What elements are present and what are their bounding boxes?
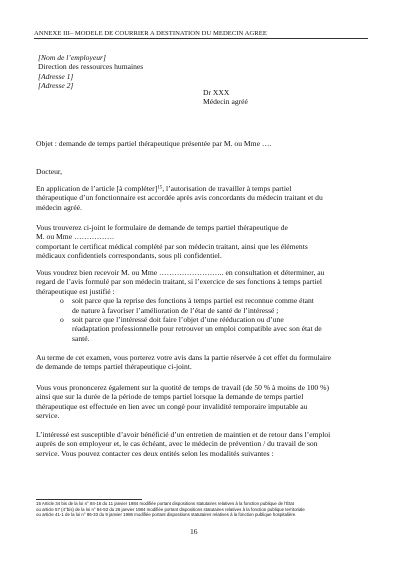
list-item: o soit parce que la reprise des fonctions à temps partiel est reconnue comme étant de nature à favoriser l’amélioration de l’état de santé de l’intéressé ; — [60, 296, 314, 315]
paragraph-work-time — [36, 383, 364, 421]
paragraph-line: thérapeutique est effectuée en lien avec un congé pour invalidité temporaire imputable au — [36, 401, 308, 411]
page-header: ANNEXE III– MODELE DE COURRIER A DESTINATION DU MEDECIN AGREE — [34, 30, 368, 39]
paragraph-line: L’intéressé est susceptible d’avoir bénéficié d’un entretien de maintien et de retour dans l’emploi — [36, 430, 331, 439]
paragraph-line: thérapeutique d’un fonctionnaire est accordée après avis concordants du médecin traitant et du — [36, 193, 323, 203]
footnote — [36, 501, 366, 518]
employer-name: [Nom de l’employeur] — [38, 53, 106, 62]
paragraph-opinion — [36, 353, 364, 372]
page-number: 16 — [190, 527, 198, 536]
paragraph-line: service. Vous pouvez contacter ces deux entités selon les modalités suivantes : — [36, 448, 274, 458]
paragraph-line: M. ou Mme ……………. — [36, 232, 114, 242]
bullet-marker: o — [60, 315, 64, 325]
footnote-separator — [36, 499, 142, 500]
bullet-marker: o — [60, 296, 64, 306]
subject-line: Objet : demande de temps partiel thérapeutique présentée par M. ou Mme …. — [36, 139, 272, 148]
paragraph-line: ainsi que sur la durée de la période de temps partiel lorsque la demande de temps partiel — [36, 392, 304, 402]
recipient-block — [203, 88, 248, 107]
paragraph-line: Vous trouverez ci-joint le formulaire de demande de temps partiel thérapeutique de — [36, 223, 288, 232]
address-line-1: [Adresse 1] — [38, 71, 74, 81]
paragraph-line: Au terme de cet examen, vous porterez votre avis dans la partie réservée à cet effet du formulaire — [36, 353, 332, 362]
paragraph-line: Vous voudrez bien recevoir M. ou Mme …………………….. en consultation et déterminer, au — [36, 268, 325, 277]
paragraph-line: Vous vous prononcerez également sur la quotité de temps de travail (de 50 % à moins de 100 %) — [36, 383, 329, 392]
paragraph-line: médecin agréé. — [36, 202, 82, 212]
paragraph-line: de demande de temps partiel thérapeutique ci-joint. — [36, 362, 192, 372]
paragraph-line: auprès de son employeur et, le cas échéant, avec le médecin de prévention / du travail de son — [36, 439, 318, 449]
address-line-2: [Adresse 2] — [38, 81, 74, 91]
salutation: Docteur, — [36, 167, 63, 176]
paragraph-line: comportant le certificat médical complété par son médecin traitant, ainsi que les éléments — [36, 241, 308, 251]
hr-department: Direction des ressources humaines — [38, 62, 144, 72]
paragraph-line: service. — [36, 411, 60, 421]
recipient-role: Médecin agréé — [203, 97, 248, 107]
paragraph-line: médicaux confidentiels correspondants, sous pli confidentiel. — [36, 251, 222, 261]
sender-address — [38, 53, 143, 91]
footnote-line: ou article 57 (4°bis) de la loi n° 84-53 du 26 janvier 1984 modifiée portant dispositions statutaires relatives à la fonction publique territoriale — [36, 506, 305, 512]
paragraph-consultation — [36, 268, 364, 343]
footnote-ref: 15 — [157, 185, 163, 191]
list-item: o soit parce que l’intéressé doit faire l’objet d’une rééducation ou d’une réadaptation professionnelle pour retrouver un emploi compatible avec son état de santé. — [60, 315, 322, 343]
recipient-name: Dr XXX — [203, 88, 230, 97]
footnote-line: 15 Article 34 bis de la loi n° 84-16 du 11 janvier 1984 modifiée portant dispositions statutaires relatives à la fonction publique de l’État — [36, 501, 294, 506]
paragraph-contacts — [36, 430, 364, 458]
footnote-line: ou article 41-1 de la loi n° 86-33 du 9 janvier 1986 modifiée portant dispositions statutaires relatives à la fonction publique hospitalière. — [36, 512, 297, 518]
paragraph-line: En application de l’article [à compléter]$^{15}$, l’autorisation de travailler à temps partiel — [36, 184, 292, 193]
paragraph-line: thérapeutique est justifié : — [36, 286, 115, 296]
paragraph-legal-basis — [36, 184, 364, 212]
paragraph-form-enclosed — [36, 223, 364, 261]
paragraph-line: regard de l’avis formulé par son médecin traitant, si l’exercice de ses fonctions à temps partiel — [36, 277, 322, 287]
